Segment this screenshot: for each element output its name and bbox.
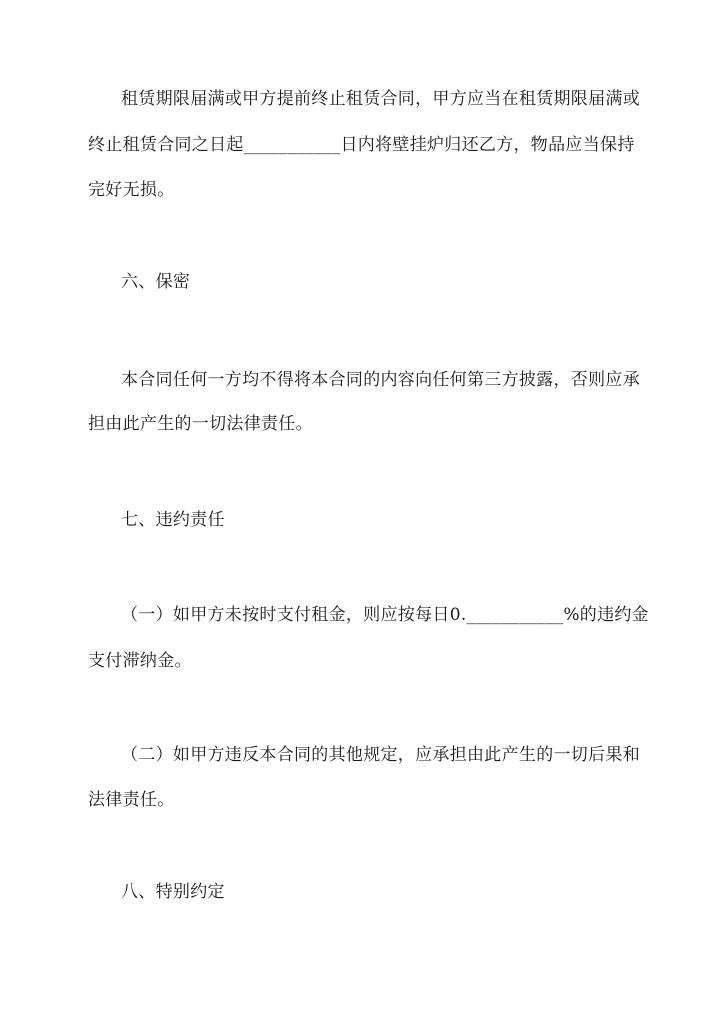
section-7-heading: 七、违约责任: [121, 510, 225, 530]
breach-item-2-line-2: 法律责任。: [88, 790, 175, 810]
section-6-heading: 六、保密: [121, 272, 191, 292]
confidentiality-line-2: 担由此产生的一切法律责任。: [88, 414, 313, 434]
breach-item-1-line-2: 支付滞纳金。: [88, 651, 192, 671]
breach-item-1-line-1: （一）如甲方未按时支付租金，则应按每日0.___________%的违约金: [121, 605, 649, 625]
return-clause-line-2: 终止租赁合同之日起___________日内将壁挂炉归还乙方，物品应当保持: [88, 135, 635, 155]
return-clause-line-3: 完好无损。: [88, 180, 175, 200]
return-clause-line-1: 租赁期限届满或甲方提前终止租赁合同，甲方应当在租赁期限届满或: [121, 89, 640, 109]
breach-item-2-line-1: （二）如甲方违反本合同的其他规定，应承担由此产生的一切后果和: [121, 745, 640, 765]
confidentiality-line-1: 本合同任何一方均不得将本合同的内容向任何第三方披露，否则应承: [121, 370, 640, 390]
section-8-heading: 八、特别约定: [121, 882, 225, 902]
